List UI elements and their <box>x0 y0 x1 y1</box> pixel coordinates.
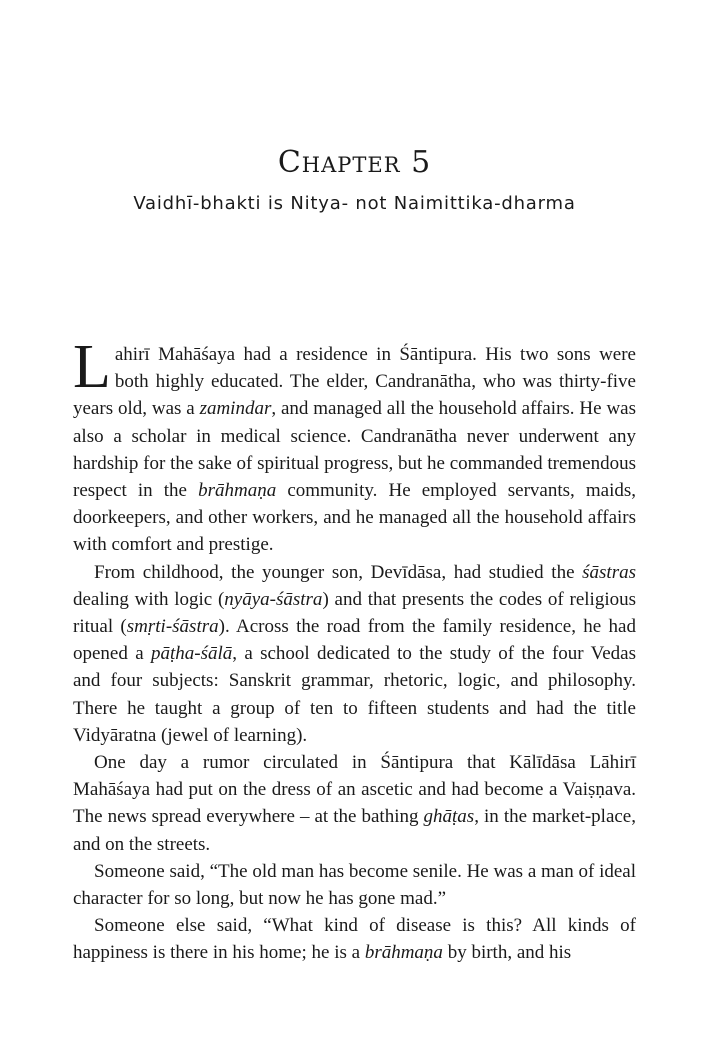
italic-term: brāhmaṇa <box>364 942 443 964</box>
text-run: Someone said, “The old man has become senile. He was a man of ideal character for so long, but now he has gone mad.” <box>73 860 636 910</box>
italic-term: brāhmaṇa <box>198 480 277 502</box>
text-run: One day a rumor circulated in Śāntipura that Kālīdāsa Lāhirī Mahāśaya had put on the dress of an ascetic and had become a Vaiṣṇava. The news spread everywhere – at the bathing <box>73 752 636 828</box>
text-run: community. He employed servants, maids, doorkeepers, and other workers, and he managed all the household affairs with comfort and prestige. <box>73 480 636 556</box>
paragraph <box>73 559 636 749</box>
text-run: Someone else said, “What kind of disease is this? All kinds of happiness is there in his home; he is a <box>73 915 636 964</box>
chapter-subtitle: Vaidhī-bhakti is Nitya- not Naimittika-dharma <box>133 193 576 214</box>
chapter-body <box>73 333 636 967</box>
text-run: ahirī Mahāśaya had a residence in Śāntipura. His two sons were both highly educated. The elder, Candranātha, who was thirty-five years old, was a <box>73 344 636 420</box>
text-run: , and managed all the household affairs. He was also a scholar in medical science. Candranātha never underwent any hardship for the sake of spiritual progress, but he commanded tremendous respect in the <box>73 398 636 502</box>
text-run: From childhood, the younger son, Devīdāsa, had studied the <box>94 561 583 583</box>
paragraph <box>73 912 636 966</box>
text-run: dealing with logic ( <box>73 588 225 610</box>
italic-term: pāṭha-śālā <box>150 643 233 665</box>
drop-cap: L <box>73 333 111 401</box>
italic-term: zamindar <box>199 398 272 420</box>
paragraph <box>73 858 636 912</box>
text-run: ). Across the road from the family residence, he had opened a <box>73 616 636 665</box>
italic-term: śāstras <box>582 561 636 583</box>
paragraph <box>73 333 636 559</box>
text-run: , in the market-place, and on the streets. <box>73 806 636 855</box>
italic-term: nyāya-śāstra <box>224 588 323 610</box>
text-run: , a school dedicated to the study of the four Vedas and four subjects: Sanskrit grammar, rhetoric, logic, and philosophy. There he taught a group of ten to fifteen students and had the title Vidyāratna (jewel of learning). <box>73 643 636 746</box>
chapter-heading: Chapter 5 <box>277 145 432 180</box>
paragraph <box>73 749 636 858</box>
italic-term: ghāṭas <box>423 806 475 828</box>
text-run: ) and that presents the codes of religious ritual ( <box>73 588 636 638</box>
italic-term: smṛti-śāstra <box>126 616 219 638</box>
text-run: by birth, and his <box>442 942 572 964</box>
